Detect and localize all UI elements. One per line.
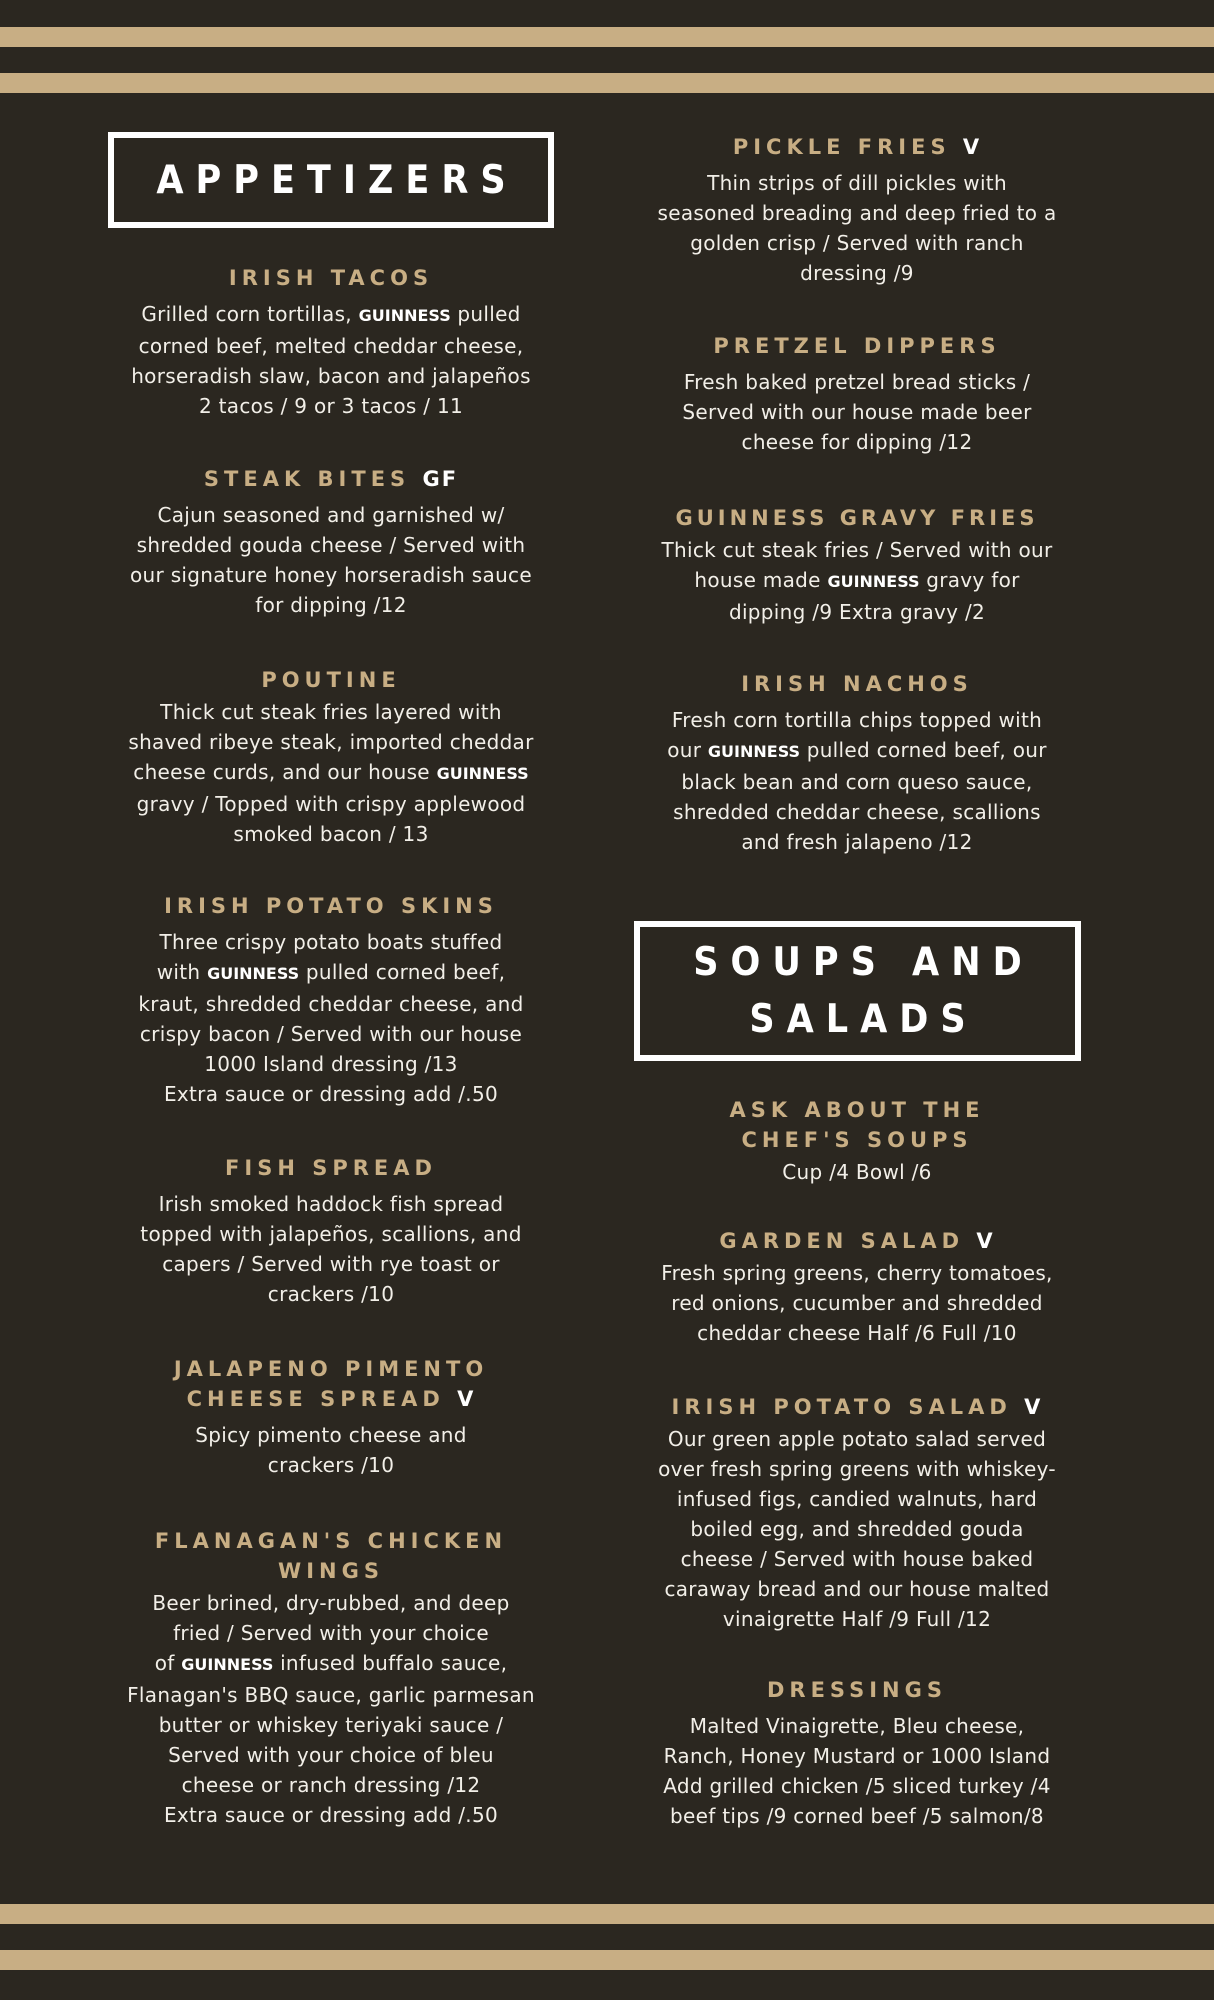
item-name: [632, 331, 1082, 361]
item-description: [106, 1588, 556, 1830]
desc-text: Grilled corn tortillas,: [141, 302, 359, 326]
menu-item-steak-bites: [106, 464, 556, 620]
item-name-text: POUTINE: [261, 668, 401, 692]
item-description: Cajun seasoned and garnished w/ shredded gouda cheese / Served with our signature honey horseradish sauce for dipping /12: [130, 503, 532, 617]
item-description: Fresh spring greens, cherry tomatoes, red onions, cucumber and shredded cheddar cheese Half /6 Full /10: [661, 1261, 1053, 1345]
item-name: [632, 669, 1082, 699]
item-name: [632, 1675, 1082, 1705]
item-name: [632, 1095, 1082, 1155]
item-name-text: IRISH POTATO SKINS: [164, 894, 498, 918]
menu-item-chefs-soups: [632, 1095, 1082, 1187]
item-name: [106, 1526, 556, 1586]
menu-item-fish-spread: [106, 1153, 556, 1309]
bottom-stripe-1: [0, 1904, 1214, 1924]
item-name: [632, 1392, 1082, 1422]
guinness-logo-text: GUINNESS: [707, 742, 801, 761]
item-description: Our green apple potato salad served over fresh spring greens with whiskey- infused figs, candied walnuts, hard boiled egg, and shredded gouda cheese / Served with house baked caraway bread and our house malted vinaigrette Half /9 Full /12: [658, 1427, 1056, 1631]
item-description: Malted Vinaigrette, Bleu cheese, Ranch, Honey Mustard or 1000 Island Add grilled chicken /5 sliced turkey /4 beef tips /9 corned beef /5 salmon/8: [663, 1714, 1051, 1828]
guinness-logo-text: GUINNESS: [827, 572, 920, 591]
guinness-logo-text: GUINNESS: [358, 306, 451, 325]
guinness-logo-text: GUINNESS: [436, 764, 529, 783]
diet-tag: V: [1024, 1395, 1043, 1419]
item-name-text: JALAPENO PIMENTO CHEESE SPREAD: [173, 1357, 489, 1411]
item-description: [106, 299, 556, 421]
item-name: [106, 665, 556, 695]
item-name: [106, 891, 556, 921]
menu-item-poutine: [106, 665, 556, 849]
item-name-text: IRISH NACHOS: [741, 672, 973, 696]
menu-item-guinness-gravy-fries: [632, 503, 1082, 627]
item-description: Thin strips of dill pickles with seasoned breading and deep fried to a golden crisp / Served with ranch dressing /9: [657, 171, 1057, 285]
desc-text: infused buffalo sauce, Flanagan's BBQ sauce, garlic parmesan butter or whiskey teriyaki sauce / Served with your choice of bleu cheese or ranch dressing /12 Extra sauce or dressing add /.50: [127, 1651, 535, 1827]
item-description: Cup /4 Bowl /6: [782, 1160, 932, 1184]
desc-text: Three crispy potato boats stuffed with: [156, 930, 503, 984]
menu-item-pretzel-dippers: [632, 331, 1082, 457]
item-name-text: FISH SPREAD: [225, 1156, 437, 1180]
item-name-text: GUINNESS GRAVY FRIES: [675, 506, 1039, 530]
item-name-text: PRETZEL DIPPERS: [713, 334, 1001, 358]
diet-tag: V: [962, 135, 982, 159]
item-name-text: FLANAGAN'S CHICKEN WINGS: [154, 1529, 508, 1583]
desc-text: gravy for dipping /9 Extra gravy /2: [728, 568, 1020, 624]
item-description: Spicy pimento cheese and crackers /10: [195, 1423, 467, 1477]
menu-item-irish-potato-skins: [106, 891, 556, 1109]
menu-item-jalapeno-pimento-cheese-spread: [106, 1354, 556, 1480]
item-name: [632, 503, 1082, 533]
appetizers-title: APPETIZERS: [156, 157, 518, 203]
item-name-text: STEAK BITES: [203, 467, 411, 491]
menu-item-irish-potato-salad: [632, 1392, 1082, 1634]
soups-salads-header-box: [634, 921, 1081, 1061]
item-description: [106, 927, 556, 1109]
menu-item-irish-tacos: [106, 263, 556, 421]
item-name: [632, 1226, 1082, 1256]
item-name: [632, 132, 1082, 162]
desc-text: Thick cut steak fries layered with shaved ribeye steak, imported cheddar cheese curds, and our house: [128, 700, 534, 784]
desc-text: Fresh corn tortilla chips topped with our: [667, 708, 1043, 762]
desc-text: pulled corned beef, kraut, shredded cheddar cheese, and crispy bacon / Served with our house 1000 Island dressing /13 Extra sauce or dressing add /.50: [138, 960, 524, 1106]
bottom-stripe-2: [0, 1950, 1214, 1970]
guinness-logo-text: GUINNESS: [207, 964, 300, 983]
menu-item-garden-salad: [632, 1226, 1082, 1348]
item-description: Fresh baked pretzel bread sticks / Served with our house made beer cheese for dipping /12: [682, 370, 1032, 454]
item-description: [106, 697, 556, 849]
appetizers-header-box: [108, 132, 554, 228]
menu-item-dressings: [632, 1675, 1082, 1831]
item-name: [106, 1153, 556, 1183]
menu-item-pickle-fries: [632, 132, 1082, 288]
item-name-text: IRISH POTATO SALAD: [671, 1395, 1012, 1419]
desc-text: Thick cut steak fries / Served with our house made: [661, 538, 1053, 592]
item-name: [106, 263, 556, 293]
item-name-text: DRESSINGS: [766, 1678, 947, 1702]
item-name: [106, 1354, 556, 1414]
item-name-text: IRISH TACOS: [228, 266, 434, 290]
menu-item-irish-nachos: [632, 669, 1082, 857]
desc-text: Beer brined, dry-rubbed, and deep fried / Served with your choice of: [152, 1591, 510, 1675]
diet-tag: V: [457, 1387, 476, 1411]
desc-text: pulled corned beef, our black bean and corn queso sauce, shredded cheddar cheese, scallions and fresh jalapeno /12: [673, 738, 1047, 854]
top-stripe-1: [0, 27, 1214, 47]
item-description: Irish smoked haddock fish spread topped with jalapeños, scallions, and capers / Served with rye toast or crackers /10: [140, 1192, 522, 1306]
desc-text: gravy / Topped with crispy applewood smoked bacon / 13: [136, 792, 526, 846]
top-stripe-2: [0, 73, 1214, 93]
guinness-logo-text: GUINNESS: [181, 1655, 274, 1674]
item-description: [632, 705, 1082, 857]
menu-item-flanagans-chicken-wings: [106, 1526, 556, 1830]
item-name: [106, 464, 556, 494]
item-name-text: ASK ABOUT THE CHEF'S SOUPS: [729, 1098, 985, 1152]
diet-tag: GF: [422, 467, 459, 491]
soups-salads-title: SOUPS AND SALADS: [693, 940, 1034, 1042]
item-description: [632, 535, 1082, 627]
diet-tag: V: [976, 1229, 995, 1253]
desc-text: pulled corned beef, melted cheddar cheese, horseradish slaw, bacon and jalapeños 2 tacos / 9 or 3 tacos / 11: [131, 302, 531, 418]
item-name-text: GARDEN SALAD: [719, 1229, 965, 1253]
item-name-text: PICKLE FRIES: [732, 135, 951, 159]
